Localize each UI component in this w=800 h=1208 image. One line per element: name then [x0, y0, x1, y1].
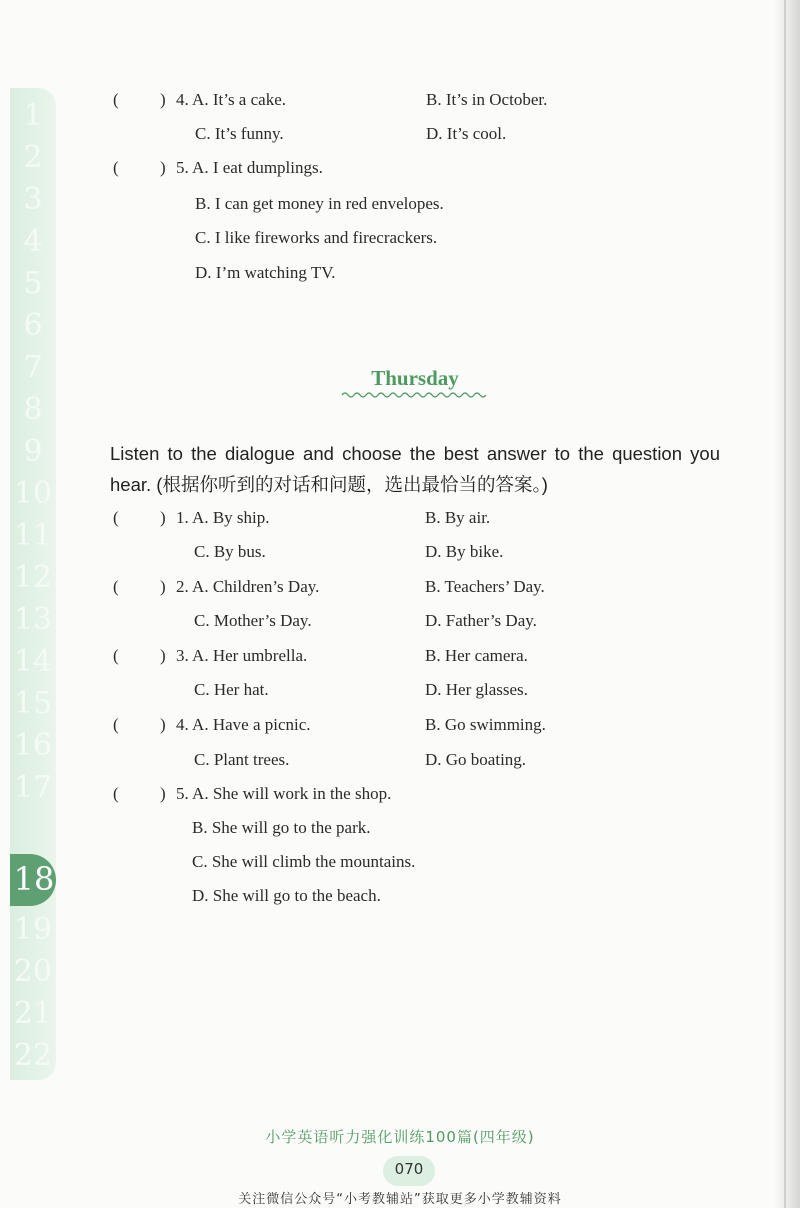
option-b: B. By air. [425, 508, 491, 527]
option-d: D. Her glasses. [425, 680, 528, 699]
footer-note: 关注微信公众号“小考教辅站”获取更多小学教辅资料 [238, 1192, 562, 1207]
chapter-tab[interactable]: 5 [23, 266, 43, 301]
option-c: C. She will climb the mountains. [192, 852, 416, 871]
option-c: C. It’s funny. [195, 124, 284, 143]
answer-paren-close: ) [160, 715, 166, 734]
chapter-tab[interactable]: 14 [13, 644, 53, 679]
page-edge-shadow [774, 0, 800, 1208]
option-a: 5. A. She will work in the shop. [176, 784, 392, 803]
chapter-tab[interactable]: 13 [13, 602, 53, 637]
page-number: 070 [394, 1160, 424, 1178]
instruction-text: Listen to the dialogue and choose the best answer to the question you hear. (根据你听到的对话和问题，选出最恰当的答案。) [110, 443, 720, 495]
option-d: D. She will go to the beach. [192, 886, 381, 905]
option-c: C. Mother’s Day. [194, 611, 312, 630]
answer-paren-close: ) [160, 508, 166, 527]
option-c: C. Her hat. [194, 680, 269, 699]
option-a: 5. A. I eat dumplings. [176, 158, 323, 177]
chapter-tab[interactable]: 10 [13, 476, 53, 511]
chapter-tab[interactable]: 1 [23, 98, 43, 133]
option-d: D. I’m watching TV. [195, 263, 336, 282]
chapter-tab[interactable]: 16 [13, 728, 53, 763]
chapter-tab[interactable]: 6 [23, 308, 43, 343]
option-b: B. It’s in October. [426, 90, 548, 109]
chapter-tab[interactable]: 8 [23, 392, 43, 427]
section-title: Thursday [371, 366, 459, 390]
answer-paren-open: ( [113, 158, 119, 177]
chapter-tab[interactable]: 12 [13, 560, 53, 595]
chapter-tab[interactable]: 21 [13, 996, 53, 1031]
answer-paren-close: ) [160, 784, 166, 803]
option-a: 3. A. Her umbrella. [176, 646, 308, 665]
chapter-tab[interactable]: 4 [23, 224, 43, 259]
book-title: 小学英语听力强化训练100篇(四年级) [265, 1128, 535, 1146]
answer-paren-open: ( [113, 508, 119, 527]
answer-paren-open: ( [113, 784, 119, 803]
option-a: 4. A. It’s a cake. [176, 90, 286, 109]
chapter-tab[interactable]: 9 [23, 434, 43, 469]
answer-paren-close: ) [160, 577, 166, 596]
option-b: B. Go swimming. [425, 715, 546, 734]
chapter-tab[interactable]: 2 [23, 140, 43, 175]
option-b: B. Her camera. [425, 646, 528, 665]
option-a: 2. A. Children’s Day. [176, 577, 320, 596]
answer-paren-open: ( [113, 90, 119, 109]
option-b: B. She will go to the park. [192, 818, 371, 837]
page-edge-line [784, 0, 786, 1208]
chapter-tab[interactable]: 22 [13, 1038, 53, 1073]
answer-paren-close: ) [160, 646, 166, 665]
answer-paren-close: ) [160, 158, 166, 177]
chapter-tab[interactable]: 19 [13, 912, 53, 947]
wavy-underline-icon [340, 390, 490, 400]
chapter-tab[interactable]: 20 [13, 954, 53, 989]
chapter-tab[interactable]: 7 [23, 350, 43, 385]
answer-paren-open: ( [113, 646, 119, 665]
option-c: C. Plant trees. [194, 750, 290, 769]
chapter-tab[interactable]: 3 [23, 182, 43, 217]
option-d: D. Go boating. [425, 750, 527, 769]
option-b: B. I can get money in red envelopes. [195, 194, 444, 213]
option-a: 1. A. By ship. [176, 508, 270, 527]
option-c: C. I like fireworks and firecrackers. [195, 228, 438, 247]
answer-paren-open: ( [113, 715, 119, 734]
option-a: 4. A. Have a picnic. [176, 715, 311, 734]
answer-paren-open: ( [113, 577, 119, 596]
answer-paren-close: ) [160, 90, 166, 109]
option-d: D. Father’s Day. [425, 611, 537, 630]
chapter-tab[interactable]: 11 [13, 518, 53, 553]
chapter-tab-active[interactable]: 18 [13, 860, 55, 898]
option-d: D. By bike. [425, 542, 504, 561]
option-b: B. Teachers’ Day. [425, 577, 545, 596]
chapter-tab[interactable]: 15 [13, 686, 53, 721]
option-d: D. It’s cool. [426, 124, 507, 143]
option-c: C. By bus. [194, 542, 266, 561]
chapter-tab[interactable]: 17 [13, 770, 53, 805]
